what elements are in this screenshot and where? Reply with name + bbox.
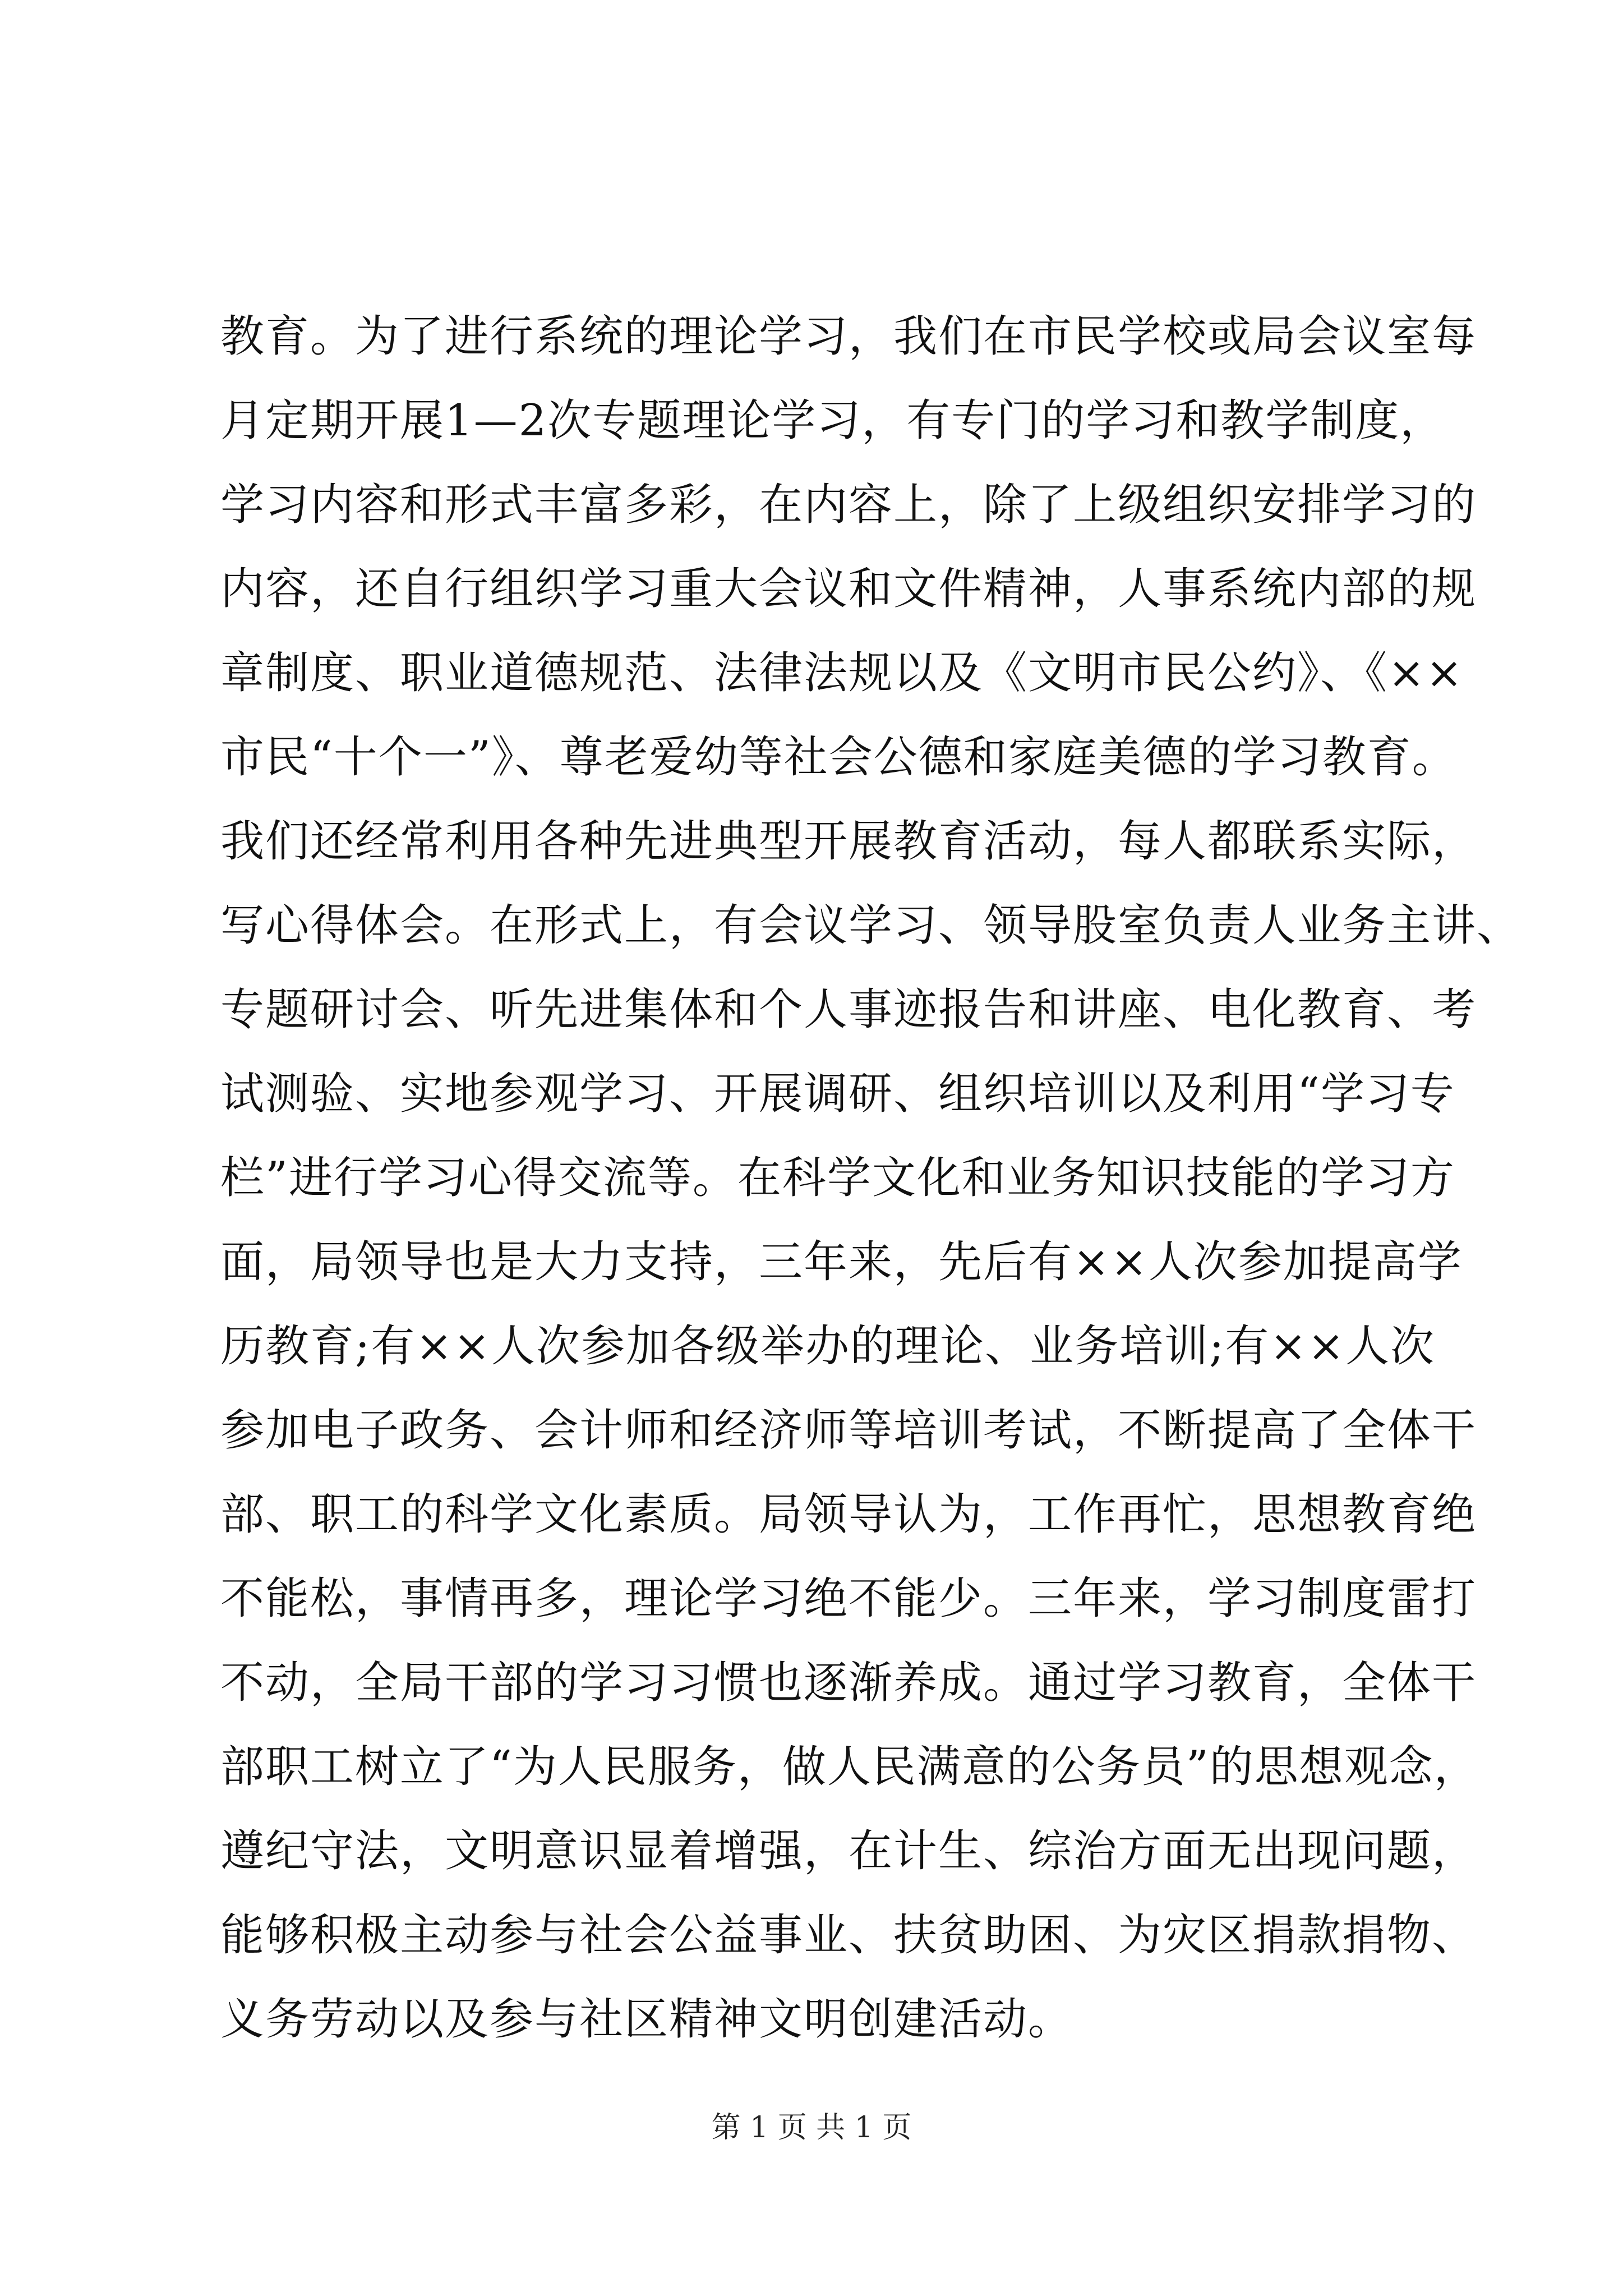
text-line: 月定期开展1—2次专题理论学习，有专门的学习和教学制度， — [220, 395, 1445, 446]
text-line: 学习内容和形式丰富多彩，在内容上，除了上级组织安排学习的 — [220, 480, 1477, 530]
text-line: 我们还经常利用各种先进典型开展教育活动，每人都联系实际， — [220, 816, 1477, 867]
body-text — [220, 295, 1522, 2062]
text-line: 市民“十个一”》、尊老爱幼等社会公德和家庭美德的学习教育。 — [220, 732, 1457, 783]
text-line: 历教育;有××人次参加各级举办的理论、业务培训;有××人次 — [220, 1321, 1435, 1372]
text-line: 章制度、职业道德规范、法律法规以及《文明市民公约》、《×× — [220, 648, 1464, 698]
text-line: 写心得体会。在形式上，有会议学习、领导股室负责人业务主讲、 — [220, 900, 1522, 951]
text-line: 部职工树立了“为人民服务，做人民满意的公务员”的思想观念， — [220, 1742, 1479, 1792]
text-line: 能够积极主动参与社会公益事业、扶贫助困、为灾区捐款捐物、 — [220, 1910, 1477, 1961]
text-line: 义务劳动以及参与社区精神文明创建活动。 — [220, 1994, 1073, 2045]
page-number-footer: 第 1 页 共 1 页 — [711, 2111, 912, 2145]
text-line: 教育。为了进行系统的理论学习，我们在市民学校或局会议室每 — [220, 311, 1477, 362]
text-line: 不动，全局干部的学习习惯也逐渐养成。通过学习教育，全体干 — [220, 1658, 1477, 1708]
text-line: 栏”进行学习心得交流等。在科学文化和业务知识技能的学习方 — [220, 1153, 1455, 1203]
text-line: 不能松，事情再多，理论学习绝不能少。三年来，学习制度雷打 — [220, 1573, 1477, 1624]
text-line: 遵纪守法，文明意识显着增强，在计生、综治方面无出现问题， — [220, 1826, 1477, 1876]
text-line: 内容，还自行组织学习重大会议和文件精神，人事系统内部的规 — [220, 564, 1477, 614]
text-line: 面，局领导也是大力支持，三年来，先后有××人次参加提高学 — [220, 1237, 1463, 1287]
text-line: 专题研讨会、听先进集体和个人事迹报告和讲座、电化教育、考 — [220, 984, 1477, 1035]
text-line: 试测验、实地参观学习、开展调研、组织培训以及利用“学习专 — [220, 1069, 1455, 1119]
text-line: 参加电子政务、会计师和经济师等培训考试，不断提高了全体干 — [220, 1405, 1477, 1456]
text-line: 部、职工的科学文化素质。局领导认为，工作再忙，思想教育绝 — [220, 1489, 1477, 1540]
